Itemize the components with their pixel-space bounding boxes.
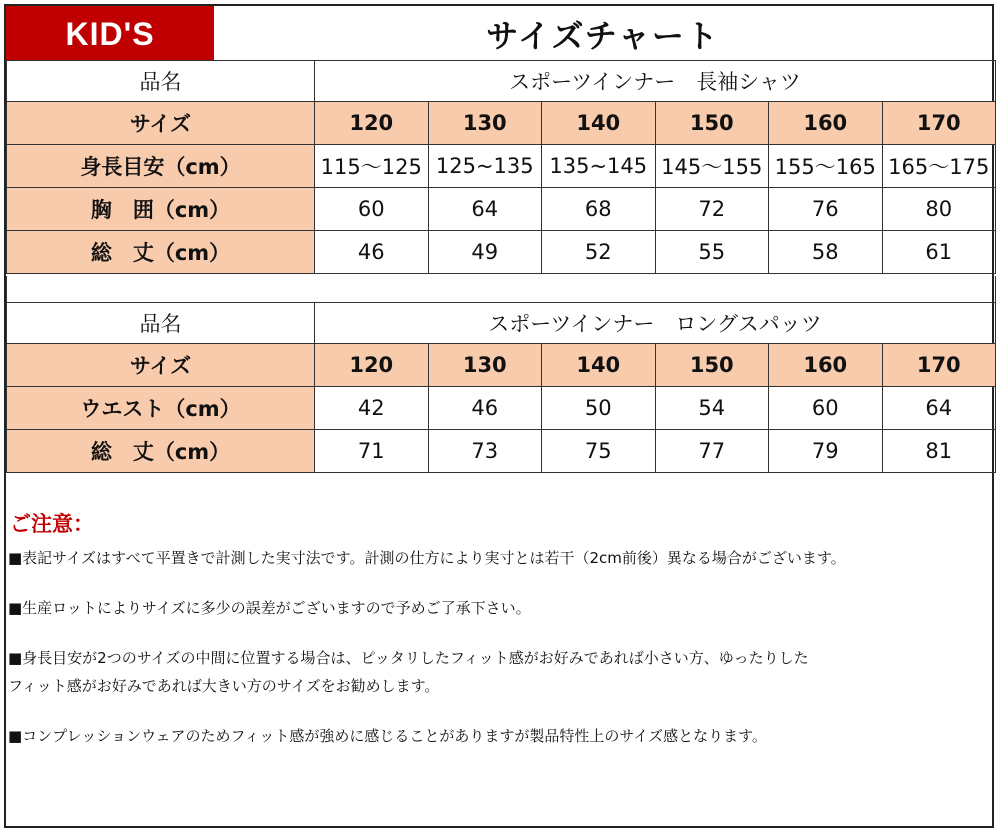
spats-size-table (6, 302, 996, 473)
size-label: サイズ (7, 344, 315, 387)
notes-section (8, 508, 988, 772)
table-spacer (6, 276, 996, 302)
table-cell: 80 (882, 188, 996, 231)
note-item: ■表記サイズはすべて平置きで計測した実寸法です。計測の仕方により実寸とは若干（2cm前後）異なる場合がございます。 (8, 549, 846, 567)
row-label: ウエスト（cm） (7, 387, 315, 430)
size-header-row (7, 344, 996, 387)
chart-title: サイズチャート (486, 17, 720, 55)
size-label: サイズ (7, 102, 315, 145)
table-row (7, 430, 996, 473)
product-label: 品名 (7, 303, 315, 344)
size-cell: 120 (315, 344, 429, 387)
table-cell: 155～165 (769, 145, 883, 188)
table-cell: 46 (428, 387, 542, 430)
chart-header (4, 4, 994, 62)
row-label: 胸 囲（cm） (7, 188, 315, 231)
table-row (7, 231, 996, 274)
size-cell: 130 (428, 102, 542, 145)
table-cell: 42 (315, 387, 429, 430)
size-cell: 140 (542, 102, 656, 145)
notes-title: ご注意： (10, 512, 94, 536)
note-item: ■生産ロットによりサイズに多少の誤差がございますので予めご了承下さい。 (8, 599, 531, 617)
table-cell: 58 (769, 231, 883, 274)
product-label: 品名 (7, 61, 315, 102)
product-name: スポーツインナー ロングスパッツ (315, 303, 996, 344)
table-row (7, 387, 996, 430)
table-cell: 73 (428, 430, 542, 473)
table-cell: 81 (882, 430, 996, 473)
size-cell: 140 (542, 344, 656, 387)
size-cell: 170 (882, 102, 996, 145)
table-cell: 77 (655, 430, 769, 473)
size-cell: 130 (428, 344, 542, 387)
note-item: ■身長目安が2つのサイズの中間に位置する場合は、ピッタリしたフィット感がお好みであれば小さい方、ゆったりした (8, 649, 809, 667)
table-cell: 145～155 (655, 145, 769, 188)
table-cell: 61 (882, 231, 996, 274)
size-cell: 170 (882, 344, 996, 387)
size-cell: 160 (769, 102, 883, 145)
table-cell: 60 (769, 387, 883, 430)
note-item-continued: フィット感がお好みであれば大きい方のサイズをお勧めします。 (8, 677, 440, 695)
row-label: 総 丈（cm） (7, 430, 315, 473)
row-label: 身長目安（cm） (7, 145, 315, 188)
table-cell: 54 (655, 387, 769, 430)
shirt-size-table (6, 60, 996, 274)
size-cell: 150 (655, 102, 769, 145)
table-cell: 64 (428, 188, 542, 231)
table-row (7, 188, 996, 231)
table-cell: 46 (315, 231, 429, 274)
table-cell: 49 (428, 231, 542, 274)
table-cell: 135~145 (542, 145, 656, 188)
table-cell: 165～175 (882, 145, 996, 188)
table-cell: 76 (769, 188, 883, 231)
table-row (7, 145, 996, 188)
table-cell: 60 (315, 188, 429, 231)
table-cell: 64 (882, 387, 996, 430)
row-label: 総 丈（cm） (7, 231, 315, 274)
size-header-row (7, 102, 996, 145)
kids-badge: KID'S (6, 6, 214, 62)
size-cell: 150 (655, 344, 769, 387)
table-cell: 72 (655, 188, 769, 231)
table-cell: 79 (769, 430, 883, 473)
table-cell: 115～125 (315, 145, 429, 188)
table-cell: 68 (542, 188, 656, 231)
note-item: ■コンプレッションウェアのためフィット感が強めに感じることがありますが製品特性上のサイズ感となります。 (8, 727, 767, 745)
table-cell: 50 (542, 387, 656, 430)
product-name: スポーツインナー 長袖シャツ (315, 61, 996, 102)
table-cell: 55 (655, 231, 769, 274)
table-cell: 125~135 (428, 145, 542, 188)
table-cell: 52 (542, 231, 656, 274)
size-cell: 160 (769, 344, 883, 387)
table-cell: 75 (542, 430, 656, 473)
table-cell: 71 (315, 430, 429, 473)
size-cell: 120 (315, 102, 429, 145)
